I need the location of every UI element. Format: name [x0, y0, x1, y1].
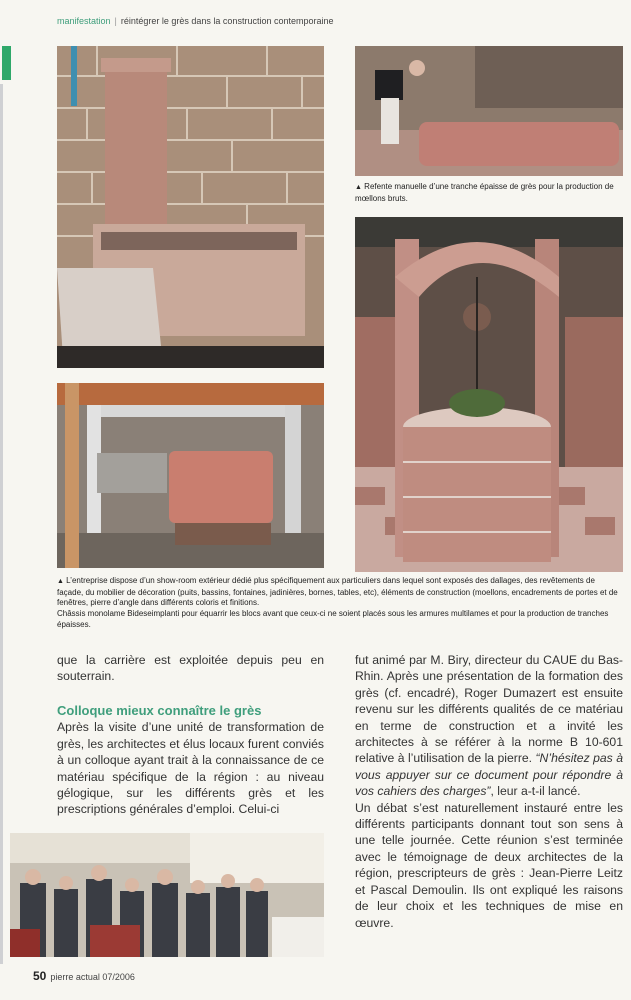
page-footer: [33, 969, 135, 983]
section-label: manifestation: [57, 16, 111, 26]
header-separator: |: [114, 16, 117, 26]
fountain-photo: [57, 46, 324, 368]
header-title: réintégrer le grès dans la construction contemporaine: [120, 16, 334, 26]
running-header: [57, 16, 334, 26]
page-number: 50: [33, 969, 47, 983]
splitting-photo: [355, 46, 623, 176]
column-1-section: [57, 703, 324, 818]
column-2-text: [355, 652, 623, 931]
saw-caption: Châssis monolame Bideseimplanti pour équarrir les blocs avant que ceux-ci ne soient placés sous les armures multilames et pour la production de tranches épaisses.: [57, 609, 609, 629]
colloquium-audience-photo: [10, 833, 324, 957]
column-1-paragraph: Après la visite d’une unité de transformation de grès, les architectes et élus locaux furent conviés à un colloque ayant trait à la connaissance de ce matériau spécifique de la région : au niveau gélogique, sur les différents grès et les prescriptions générales d’emploi. Celui-ci: [57, 720, 324, 817]
column-2-paragraph-1: fut animé par M. Biry, directeur du CAUE du Bas-Rhin. Après une présentation de la formation des grès (cf. encadré), Roger Dumazert est ensuite revenu sur les différents qualités de ce matériau en terme de construction et a invité les architectes à se référer à la norme B 10-601 relative à l’utilisation de la pierre. “N’hésitez pas à vous appuyer sur ce document pour répondre à vos cahiers des charges”, leur a-t-il lancé.: [355, 653, 623, 799]
column-2-paragraph-2: Un débat s’est naturellement instauré entre les différents participants donnant tout son sens à une telle journée. Cette réunion s’est terminée avec le témoignage de deux architectes de la région, prescripteurs de grès : Jean-Pierre Leitz et Pascal Demoulin. Ils ont expliqué les raisons de leur choix et les techniques de mise en œuvre.: [355, 800, 623, 930]
triangle-marker-icon: ▲: [57, 578, 64, 585]
saw-machine-photo: [57, 383, 324, 568]
section-subheading: Colloque mieux connaître le grès: [57, 703, 262, 718]
showroom-caption: ▲ L’entreprise dispose d’un show-room extérieur dédié plus spécifiquement aux particuliers dans lequel sont exposés des dallages, des revêtements de façade, du mobilier de décoration (puits, bassins, fontaines, jadinières, bornes, tables, etc), éléments de construction (moellons, encadrements de portes et de fenêtres, pierre d’angle dans différents coloris et finitions.: [57, 576, 618, 607]
architect-quote: “N’hésitez pas à vous appuyer sur ce document pour répondre à vos cahiers des charges”: [355, 751, 623, 799]
margin-rule: [0, 84, 3, 964]
section-tab-marker: [2, 46, 11, 80]
well-showroom-photo: [355, 217, 623, 572]
triangle-marker-icon: ▲: [355, 184, 362, 191]
column-1-intro: que la carrière est exploitée depuis peu en souterrain.: [57, 653, 324, 684]
publication-name: pierre actual 07/2006: [50, 972, 135, 982]
splitting-caption: ▲ Refente manuelle d’une tranche épaisse de grès pour la production de mœllons bruts.: [355, 182, 614, 203]
